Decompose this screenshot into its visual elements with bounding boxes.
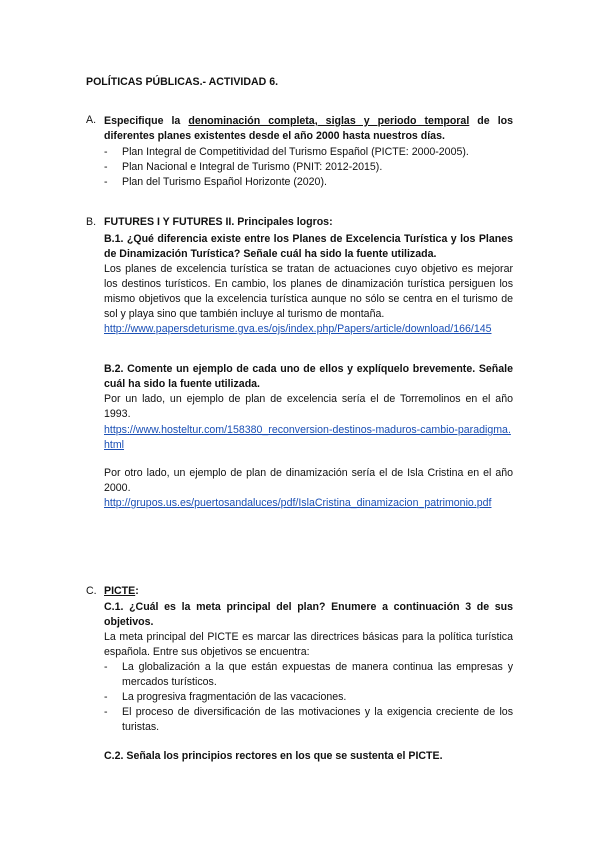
c1-answer: La meta principal del PICTE es marcar las directrices básicas para la política turística española. Entre sus objetivos se encuentra: <box>104 631 513 658</box>
b1-question: B.1. ¿Qué diferencia existe entre los Planes de Excelencia Turística y los Planes de Dinamización Turística? Señale cuál ha sido la fuente utilizada. <box>104 233 513 260</box>
section-b-letter: B. <box>86 216 97 228</box>
b2-answer-1: Por un lado, un ejemplo de plan de excelencia sería el de Torremolinos en el año 1993. <box>104 393 513 420</box>
page-title: POLÍTICAS PÚBLICAS.- ACTIVIDAD 6. <box>86 76 279 88</box>
list-item: - Plan Nacional e Integral de Turismo (PNIT: 2012-2015). <box>104 161 383 173</box>
b2-source-link-2[interactable]: http://grupos.us.es/puertosandaluces/pdf/IslaCristina_dinamizacion_patrimonio.pdf <box>104 497 492 509</box>
list-item: - Plan Integral de Competitividad del Turismo Español (PICTE: 2000-2005). <box>104 146 469 158</box>
list-item: - La globalización a la que están expuestas de manera continua las empresas y mercados turísticos. <box>104 661 513 688</box>
section-c-letter: C. <box>86 585 97 597</box>
list-item: - La progresiva fragmentación de las vacaciones. <box>104 691 347 703</box>
c1-question: C.1. ¿Cuál es la meta principal del plan? Enumere a continuación 3 de sus objetivos. <box>104 601 513 628</box>
b1-answer: Los planes de excelencia turística se tratan de actuaciones cuyo objetivo es mejorar los destinos turísticos. En cambio, los planes de dinamización turística persiguen los mismo objetivos que la excelencia turística aunque no sólo se centra en el turismo de sol y playa sino que también incluye al turismo de montaña. <box>104 263 513 320</box>
b2-source-link-1[interactable]: https://www.hosteltur.com/158380_reconversion-destinos-maduros-cambio-paradigma.html <box>104 424 511 451</box>
section-b-heading: FUTURES I Y FUTURES II. Principales logros: <box>104 216 333 228</box>
section-a-list <box>104 145 513 190</box>
b1-source-link[interactable]: http://www.papersdeturisme.gva.es/ojs/index.php/Papers/article/download/166/145 <box>104 323 492 335</box>
section-a-letter: A. <box>86 114 97 126</box>
section-a-question: Especifique la denominación completa, siglas y periodo temporal de los diferentes planes existentes desde el año 2000 hasta nuestros días. <box>104 115 514 142</box>
b2-answer-2: Por otro lado, un ejemplo de plan de dinamización sería el de Isla Cristina en el año 2000. <box>104 467 513 494</box>
list-item: - Plan del Turismo Español Horizonte (2020). <box>104 176 327 188</box>
section-c-list <box>104 660 513 735</box>
section-c-heading: PICTE: <box>104 585 139 597</box>
b2-question: B.2. Comente un ejemplo de cada uno de ellos y explíquelo brevemente. Señale cuál ha sido la fuente utilizada. <box>104 363 513 390</box>
section-a-underlined: denominación completa, siglas y periodo temporal <box>188 115 470 127</box>
c2-question: C.2. Señala los principios rectores en los que se sustenta el PICTE. <box>104 750 443 762</box>
list-item: - El proceso de diversificación de las motivaciones y la exigencia creciente de los turistas. <box>104 706 513 733</box>
